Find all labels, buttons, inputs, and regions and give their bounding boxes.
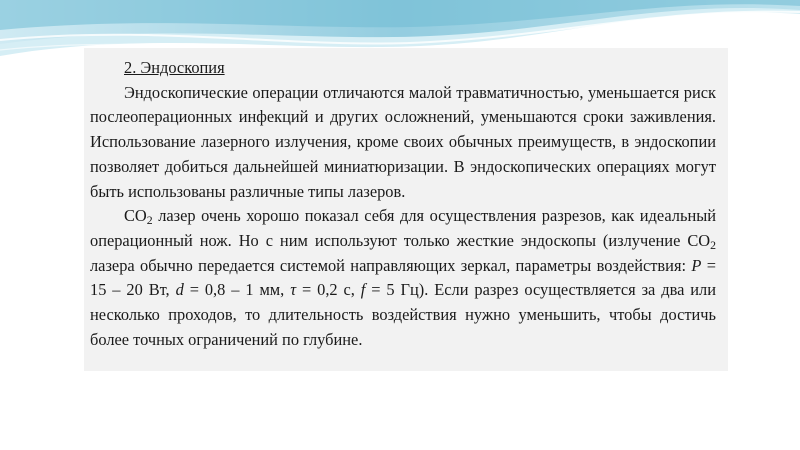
paragraph-2-text-6: = 5 Гц). Если разрез осуществляется за два или несколько проходов, то длительность воздействия нужно уменьшить, чтобы достичь более точных ограничений по глубине.: [90, 280, 716, 349]
paragraph-2-text-1: лазер очень хорошо показал себя для осуществления разрезов, как идеальный операционный нож. Но с ним используют только жесткие эндоскопы (излучение: [90, 206, 716, 250]
paragraph-2-text-2: лазера обычно передается системой направляющих зеркал, параметры воздействия:: [90, 255, 692, 275]
var-p: P: [691, 255, 702, 275]
co2-subscript: 2: [146, 213, 153, 228]
co2-subscript-2: 2: [710, 237, 716, 252]
var-f: f: [360, 280, 366, 300]
paragraph-2: [90, 204, 716, 352]
paragraph-1: Эндоскопические операции отличаются малой травматичностью, уменьшается риск послеоперационных инфекций и других осложнений, уменьшаются сроки заживления. Использование лазерного излучения, кроме своих обычных преимуществ, в эндоскопии позволяет добиться дальнейшей миниатюризации. В эндоскопических операциях могут быть использованы различные типы лазеров.: [90, 82, 716, 201]
slide-heading: 2. Эндоскопия: [124, 58, 225, 77]
var-d: d: [175, 280, 184, 300]
slide-text: [90, 56, 716, 352]
paragraph-2-text-3: = 15 – 20 Вт,: [90, 255, 717, 300]
co2-label-2: CO: [687, 230, 711, 250]
co2-label: CO: [124, 206, 147, 226]
var-tau: τ: [290, 280, 297, 300]
paragraph-2-text-5: = 0,2 с,: [296, 280, 361, 300]
paragraph-2-text-4: = 0,8 – 1 мм,: [183, 280, 291, 300]
